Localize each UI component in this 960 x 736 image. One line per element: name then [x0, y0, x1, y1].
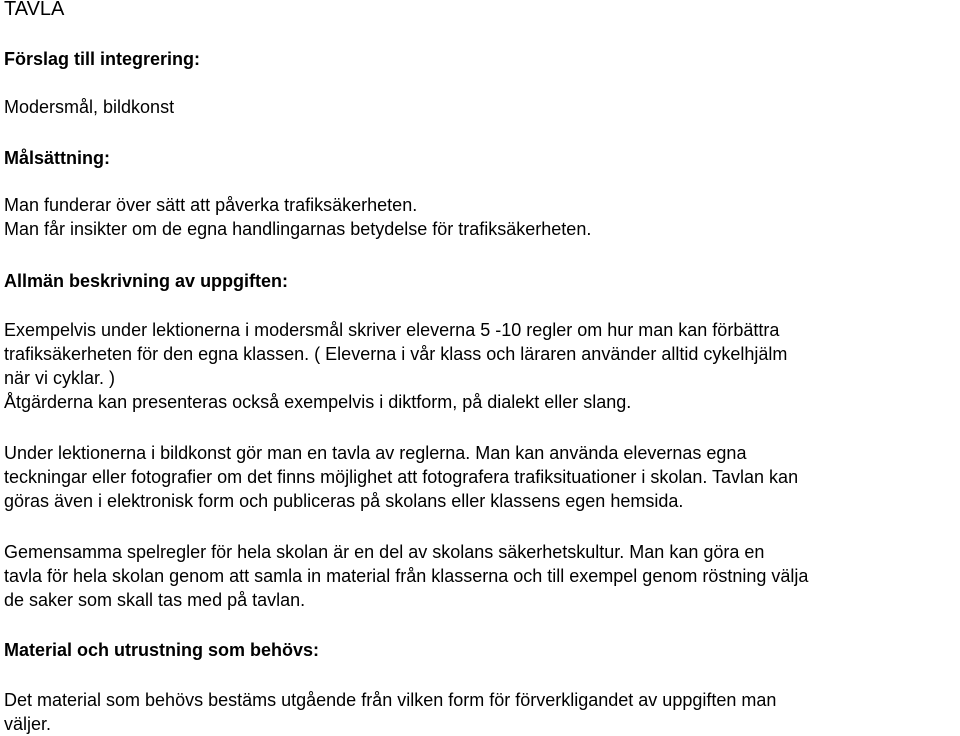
text-line: Det material som behövs bestäms utgående från vilken form för förverkligandet av uppgiften man: [4, 690, 777, 710]
text-line: de saker som skall tas med på tavlan.: [4, 590, 306, 610]
text-line: göras även i elektronisk form och publiceras på skolans eller klassens egen hemsida.: [4, 491, 684, 511]
text-line: Åtgärderna kan presenteras också exempelvis i diktform, på dialekt eller slang.: [4, 392, 632, 412]
paragraph-materials: [4, 688, 956, 736]
paragraph-description-1: [4, 318, 956, 414]
text-line: Man funderar över sätt att påverka trafiksäkerheten.: [4, 195, 418, 215]
text-line: Modersmål, bildkonst: [4, 97, 175, 117]
paragraph-description-3: [4, 540, 956, 612]
text-line: Exempelvis under lektionerna i modersmål skriver eleverna 5 -10 regler om hur man kan förbättra: [4, 320, 780, 340]
paragraph-integration: [4, 95, 956, 119]
text-line: Under lektionerna i bildkonst gör man en tavla av reglerna. Man kan använda elevernas egna: [4, 443, 747, 463]
section-heading-integration: Förslag till integrering:: [4, 49, 201, 69]
paragraph-description-2: [4, 441, 956, 513]
section-heading-materials: Material och utrustning som behövs:: [4, 640, 320, 660]
text-line: tavla för hela skolan genom att samla in material från klasserna och till exempel genom röstning välja: [4, 566, 809, 586]
text-line: trafiksäkerheten för den egna klassen. ( Eleverna i vår klass och läraren använder alltid cykelhjälm: [4, 344, 788, 364]
text-line: Man får insikter om de egna handlingarnas betydelse för trafiksäkerheten.: [4, 219, 592, 239]
text-line: teckningar eller fotografier om det finns möjlighet att fotografera trafiksituationer i skolan. Tavlan kan: [4, 467, 799, 487]
document-title: TAVLA: [4, 0, 65, 20]
text-line: Gemensamma spelregler för hela skolan är en del av skolans säkerhetskultur. Man kan göra en: [4, 542, 765, 562]
text-line: när vi cyklar. ): [4, 368, 116, 388]
paragraph-goal: [4, 193, 956, 241]
section-heading-description: Allmän beskrivning av uppgiften:: [4, 271, 289, 291]
section-heading-goal: Målsättning:: [4, 148, 110, 168]
text-line: väljer.: [4, 714, 52, 734]
